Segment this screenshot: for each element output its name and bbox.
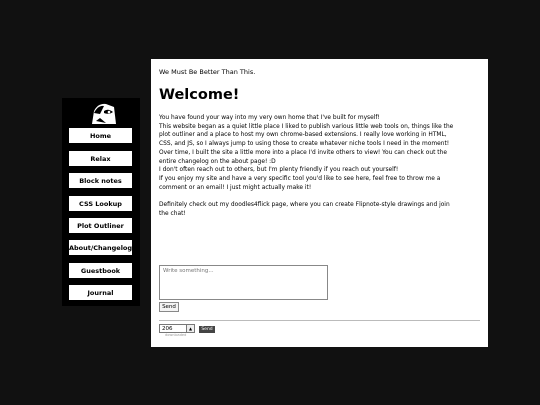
- nav-guestbook[interactable]: Guestbook: [68, 262, 133, 279]
- site-tagline: We Must Be Better Than This.: [159, 68, 256, 76]
- intro-line: You have found your way into my very own home that I've built for myself!: [159, 115, 380, 121]
- divider: [159, 320, 480, 321]
- nav-css-lookup[interactable]: CSS Lookup: [68, 195, 133, 212]
- comment-send-button[interactable]: Send: [159, 302, 179, 312]
- nav-relax[interactable]: Relax: [68, 150, 133, 167]
- avatar-icon: [86, 101, 118, 124]
- counter-stepper[interactable]: [159, 324, 195, 333]
- intro-line: CSS, and JS, so I always jump to using those to create whatever niche tools I need in the moment!: [159, 141, 450, 148]
- comment-input[interactable]: [159, 265, 328, 300]
- intro-line: comment or an email! I just might actually make it!: [159, 184, 312, 191]
- intro-text: [159, 114, 477, 218]
- main-content: [151, 59, 488, 347]
- counter-note: downloaded: [165, 333, 187, 337]
- intro-line: Over time, I built the site a little more into a place I'd invite others to view! You can check out the: [159, 149, 447, 156]
- nav-home[interactable]: Home: [68, 127, 133, 144]
- avatar: [86, 101, 118, 124]
- intro-line: If you enjoy my site and have a very specific tool you'd like to see here, feel free to throw me a: [159, 175, 441, 182]
- nav-about-changelog[interactable]: About/Changelog: [68, 239, 133, 256]
- counter-value: 206: [162, 326, 173, 332]
- intro-line: entire changelog on the about page! :D: [159, 158, 276, 165]
- counter-send-button[interactable]: Send: [199, 326, 215, 333]
- intro-line: plot outliner and a place to host my own chrome-based extensions. I really love working in HTML,: [159, 132, 447, 139]
- intro-line: Definitely check out my doodles4flick page, where you can create Flipnote-style drawings and join: [159, 202, 450, 209]
- nav-plot-outliner[interactable]: Plot Outliner: [68, 217, 133, 234]
- intro-line: I don't often reach out to others, but I'm plenty friendly if you reach out yourself!: [159, 167, 399, 174]
- nav-block-notes[interactable]: Block notes: [68, 172, 133, 189]
- stepper-arrow-icon[interactable]: ▲: [186, 325, 194, 332]
- intro-line: This website began as a quiet little place I liked to publish various little web tools on, things like the: [159, 123, 454, 130]
- intro-line: the chat!: [159, 210, 186, 217]
- nav-journal[interactable]: Journal: [68, 284, 133, 301]
- sidebar: [62, 98, 140, 306]
- page-title: Welcome!: [159, 87, 240, 103]
